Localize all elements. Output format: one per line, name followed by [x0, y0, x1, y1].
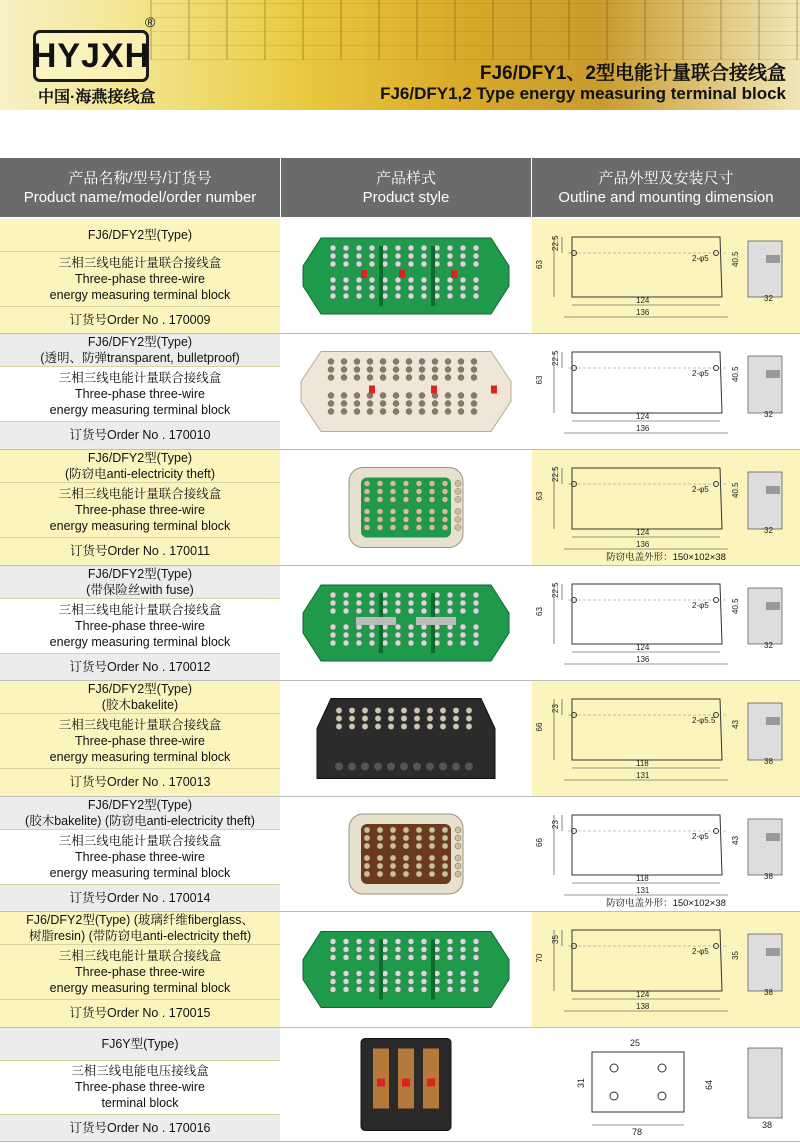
- column-header-name-en: Product name/model/order number: [23, 188, 257, 206]
- dimension-side: 38: [764, 757, 773, 766]
- divider: [0, 713, 280, 714]
- outline-drawing: [532, 450, 800, 565]
- dimension-d1: 22.5: [551, 235, 560, 251]
- name-band: [0, 944, 280, 999]
- name-band: [0, 797, 280, 829]
- dimension-cell: [532, 219, 800, 333]
- anti-theft-cover-icon: [349, 814, 463, 894]
- name-band: [0, 537, 280, 565]
- name-band: [0, 681, 280, 713]
- cover-note: 防窃电盖外形：150×102×38: [606, 898, 726, 909]
- product-desc-en-1: Three-phase three-wire: [75, 502, 205, 517]
- dimension-side: 32: [764, 410, 773, 419]
- dimension-height: 63: [535, 607, 544, 616]
- name-band: [0, 912, 280, 944]
- terminal-block-icon: [303, 585, 509, 661]
- column-header-dimension-cn: 产品外型及安装尺寸: [598, 169, 734, 187]
- product-feature: (防窃电anti-electricity theft): [64, 467, 216, 481]
- divider: [0, 421, 280, 422]
- outline-drawing: [532, 912, 800, 1027]
- dimension-side: 32: [764, 641, 773, 650]
- name-band: [0, 421, 280, 449]
- divider: [0, 366, 280, 367]
- dimension-hole-spacing: 124: [636, 990, 650, 999]
- registered-mark: ®: [145, 14, 156, 30]
- product-name-cell: [0, 566, 280, 680]
- outline-drawing: [532, 334, 800, 449]
- product-desc-en-1: Three-phase three-wire: [75, 964, 205, 979]
- outline-drawing: [532, 797, 800, 911]
- dimension-d3: 40.5: [731, 482, 740, 498]
- dimension-cell: [532, 450, 800, 565]
- hole-spec: 2-φ5: [692, 832, 709, 841]
- product-name-cell: [0, 334, 280, 449]
- product-photo: [281, 912, 531, 1027]
- product-desc-cn: 三相三线电能计量联合接线盒: [58, 948, 222, 963]
- product-desc-en-1: Three-phase three-wire: [75, 271, 205, 286]
- product-photo: [281, 566, 531, 680]
- transparent-block-icon: [301, 352, 511, 432]
- product-name-cell: [0, 450, 280, 565]
- dimension-width: 136: [636, 308, 650, 317]
- column-header-style-en: Product style: [362, 188, 450, 206]
- name-band: [0, 219, 280, 251]
- product-feature: (胶木bakelite) (防窃电anti-electricity theft): [25, 814, 255, 828]
- dimension-hole-spacing: 118: [636, 759, 649, 768]
- divider: [0, 829, 280, 830]
- dimension-d3: 35: [731, 951, 740, 960]
- dimension-bottom: 78: [632, 1127, 643, 1137]
- name-band: [0, 653, 280, 680]
- outline-drawing: [532, 219, 800, 333]
- column-header-style: [281, 158, 531, 217]
- divider: [0, 944, 280, 945]
- banner: [0, 0, 800, 120]
- dimension-width: 131: [636, 886, 650, 895]
- bakelite-block-icon: [317, 699, 495, 779]
- product-row: [0, 1028, 800, 1141]
- dimension-cell: [532, 334, 800, 449]
- hole-spec: 2-φ5: [692, 601, 709, 610]
- page-title-cn: FJ6/DFY1、2型电能计量联合接线盒: [479, 63, 786, 84]
- product-photo: [281, 797, 531, 911]
- product-name-cell: [0, 912, 280, 1027]
- dimension-hole-spacing: 124: [636, 296, 650, 305]
- name-band: [0, 829, 280, 884]
- dimension-side: 32: [764, 294, 773, 303]
- product-desc-en-2: terminal block: [101, 1096, 179, 1110]
- product-image-cell: [281, 450, 531, 565]
- product-desc-en-2: energy measuring terminal block: [49, 980, 231, 995]
- dimension-width: 131: [636, 771, 650, 780]
- name-band: [0, 999, 280, 1027]
- dimension-cell: [532, 912, 800, 1027]
- column-header-dimension-en: Outline and mounting dimension: [558, 188, 774, 206]
- product-image-cell: [281, 1028, 531, 1141]
- name-band: [0, 566, 280, 598]
- banner-rule: [0, 110, 800, 120]
- product-desc-cn: 三相三线电能计量联合接线盒: [58, 370, 222, 385]
- dimension-d1: 35: [551, 935, 560, 944]
- dimension-side: 38: [764, 988, 773, 997]
- outline-drawing: [532, 566, 800, 680]
- product-desc-en-1: Three-phase three-wire: [75, 386, 205, 401]
- product-photo: [281, 450, 531, 565]
- outline-drawing-fj6y: [532, 1028, 800, 1141]
- order-number: 订货号Order No . 170012: [69, 659, 211, 674]
- terminal-block-icon: [303, 932, 509, 1008]
- page-title-en: FJ6/DFY1,2 Type energy measuring terminal block: [380, 84, 786, 103]
- order-number: 订货号Order No . 170016: [69, 1120, 211, 1135]
- order-number: 订货号Order No . 170015: [69, 1006, 211, 1020]
- product-model: FJ6/DFY2型(Type): [87, 567, 193, 581]
- order-number: 订货号Order No . 170011: [69, 544, 211, 558]
- product-desc-cn: 三相三线电能计量联合接线盒: [58, 717, 222, 732]
- dimension-d3: 43: [731, 720, 740, 729]
- product-desc-en-1: Three-phase three-wire: [75, 849, 205, 864]
- voltage-block-icon: [361, 1039, 451, 1131]
- divider: [0, 884, 280, 885]
- dimension-d3: 40.5: [731, 366, 740, 382]
- product-row: [0, 219, 800, 333]
- order-number: 订货号Order No . 170010: [69, 428, 211, 442]
- name-band: [0, 713, 280, 768]
- column-header-dimension: [532, 158, 800, 217]
- dimension-height: 66: [535, 722, 544, 732]
- order-number: 订货号Order No . 170014: [69, 890, 211, 905]
- product-name-cell: [0, 681, 280, 796]
- dimension-width: 136: [636, 540, 650, 549]
- product-desc-cn: 三相三线电能计量联合接线盒: [58, 255, 222, 270]
- order-number: 订货号Order No . 170013: [69, 775, 211, 789]
- product-desc-cn: 三相三线电能电压接线盒: [71, 1064, 209, 1078]
- dimension-hole-spacing: 124: [636, 528, 650, 537]
- dimension-top: 25: [630, 1038, 641, 1048]
- product-desc-cn: 三相三线电能计量联合接线盒: [58, 602, 222, 617]
- product-image-cell: [281, 797, 531, 911]
- name-band: [0, 366, 280, 421]
- dimension-d1: 23: [551, 820, 560, 829]
- dimension-d1: 22.5: [551, 466, 560, 482]
- divider: [0, 598, 280, 599]
- name-band: [0, 884, 280, 911]
- column-header-style-cn: 产品样式: [375, 169, 436, 187]
- product-feature: (胶木bakelite): [101, 698, 179, 712]
- outline-drawing: [532, 681, 800, 796]
- product-desc-en-1: Three-phase three-wire: [75, 733, 205, 748]
- dimension-width: 136: [636, 424, 650, 433]
- terminal-block-icon: [303, 238, 509, 314]
- name-band: [0, 251, 280, 306]
- product-name-cell: [0, 1028, 280, 1141]
- product-row: [0, 797, 800, 911]
- dimension-height: 70: [535, 953, 544, 963]
- product-image-cell: [281, 912, 531, 1027]
- name-band: [0, 768, 280, 796]
- divider: [0, 768, 280, 769]
- name-band: [0, 334, 280, 366]
- divider: [0, 537, 280, 538]
- column-header-name-cn: 产品名称/型号/订货号: [68, 169, 212, 187]
- name-band: [0, 1114, 280, 1141]
- product-desc-en-2: energy measuring terminal block: [49, 634, 231, 649]
- dimension-hole-spacing: 124: [636, 412, 650, 421]
- product-desc-cn: 三相三线电能计量联合接线盒: [58, 833, 222, 848]
- divider: [0, 999, 280, 1000]
- divider: [0, 251, 280, 252]
- hole-spec: 2-φ5: [692, 254, 709, 263]
- dimension-height: 63: [535, 491, 544, 501]
- product-row: [0, 334, 800, 449]
- product-name-cell: [0, 797, 280, 911]
- column-header-name: [0, 158, 280, 217]
- dimension-d1: 22.5: [551, 350, 560, 366]
- product-row: [0, 450, 800, 565]
- anti-theft-cover-icon: [349, 468, 463, 548]
- product-image-cell: [281, 334, 531, 449]
- product-model: FJ6/DFY2型(Type): [87, 335, 193, 349]
- row-separator: [0, 1141, 800, 1142]
- product-desc-en-2: energy measuring terminal block: [49, 518, 231, 533]
- name-band: [0, 306, 280, 333]
- product-image-cell: [281, 681, 531, 796]
- product-photo: [281, 681, 531, 796]
- dimension-height: 66: [535, 838, 544, 847]
- divider: [0, 1114, 280, 1115]
- order-number: 订货号Order No . 170009: [69, 312, 211, 327]
- cover-note: 防窃电盖外形：150×102×38: [606, 552, 726, 563]
- product-model: FJ6/DFY2型(Type) (玻璃纤维fiberglass、: [26, 913, 254, 927]
- name-band: [0, 1028, 280, 1060]
- dimension-d3: 43: [731, 836, 740, 845]
- product-model: FJ6Y型(Type): [101, 1037, 179, 1051]
- name-band: [0, 598, 280, 653]
- product-name-cell: [0, 219, 280, 333]
- product-feature: (带保险丝with fuse): [86, 583, 194, 597]
- dimension-cell: [532, 566, 800, 680]
- dimension-side: 38: [762, 1120, 773, 1130]
- product-row: [0, 681, 800, 796]
- dimension-cell: [532, 797, 800, 911]
- product-photo: [281, 1028, 531, 1141]
- dimension-right: 64: [704, 1079, 714, 1090]
- dimension-width: 136: [636, 655, 650, 664]
- dimension-side: 32: [764, 526, 773, 535]
- dimension-d1: 23: [551, 704, 560, 713]
- product-feature: (透明、防弹transparent, bulletproof): [40, 351, 240, 365]
- product-desc-cn: 三相三线电能计量联合接线盒: [58, 486, 222, 501]
- divider: [0, 1060, 280, 1061]
- divider: [0, 306, 280, 307]
- product-image-cell: [281, 219, 531, 333]
- product-model-line2: 树脂resin) (带防窃电anti-electricity theft): [28, 929, 252, 943]
- dimension-d3: 40.5: [731, 598, 740, 614]
- product-desc-en-1: Three-phase three-wire: [75, 1080, 205, 1094]
- divider: [0, 482, 280, 483]
- factory-background: [150, 0, 800, 60]
- brand-tagline: 中国·海燕接线盒: [38, 89, 156, 106]
- product-row: [0, 912, 800, 1027]
- dimension-left: 31: [576, 1077, 586, 1088]
- dimension-width: 138: [636, 1002, 650, 1011]
- dimension-d3: 40.5: [731, 251, 740, 267]
- hole-spec: 2-φ5: [692, 369, 709, 378]
- product-desc-en-2: energy measuring terminal block: [49, 287, 231, 302]
- dimension-side: 38: [764, 872, 773, 881]
- product-model: FJ6/DFY2型(Type): [87, 798, 193, 812]
- name-band: [0, 1060, 280, 1114]
- dimension-height: 63: [535, 260, 544, 269]
- product-model: FJ6/DFY2型(Type): [87, 451, 193, 465]
- product-desc-en-2: energy measuring terminal block: [49, 402, 231, 417]
- product-image-cell: [281, 566, 531, 680]
- name-band: [0, 450, 280, 482]
- hole-spec: 2-φ5: [692, 485, 709, 494]
- dimension-d1: 22.5: [551, 582, 560, 598]
- dimension-hole-spacing: 118: [636, 874, 649, 883]
- name-band: [0, 482, 280, 537]
- product-photo: [281, 219, 531, 333]
- dimension-cell: [532, 681, 800, 796]
- product-desc-en-2: energy measuring terminal block: [49, 865, 231, 880]
- product-photo: [281, 334, 531, 449]
- dimension-hole-spacing: 124: [636, 643, 650, 652]
- dimension-cell: [532, 1028, 800, 1141]
- product-model: FJ6/DFY2型(Type): [87, 228, 193, 242]
- product-desc-en-2: energy measuring terminal block: [49, 749, 231, 764]
- product-desc-en-1: Three-phase three-wire: [75, 618, 205, 633]
- product-model: FJ6/DFY2型(Type): [87, 682, 193, 696]
- hole-spec: 2-φ5.5: [692, 716, 716, 725]
- product-row: [0, 566, 800, 680]
- brand-logo: HYJXH: [33, 30, 149, 82]
- divider: [0, 653, 280, 654]
- hole-spec: 2-φ5: [692, 947, 709, 956]
- dimension-height: 63: [535, 375, 544, 385]
